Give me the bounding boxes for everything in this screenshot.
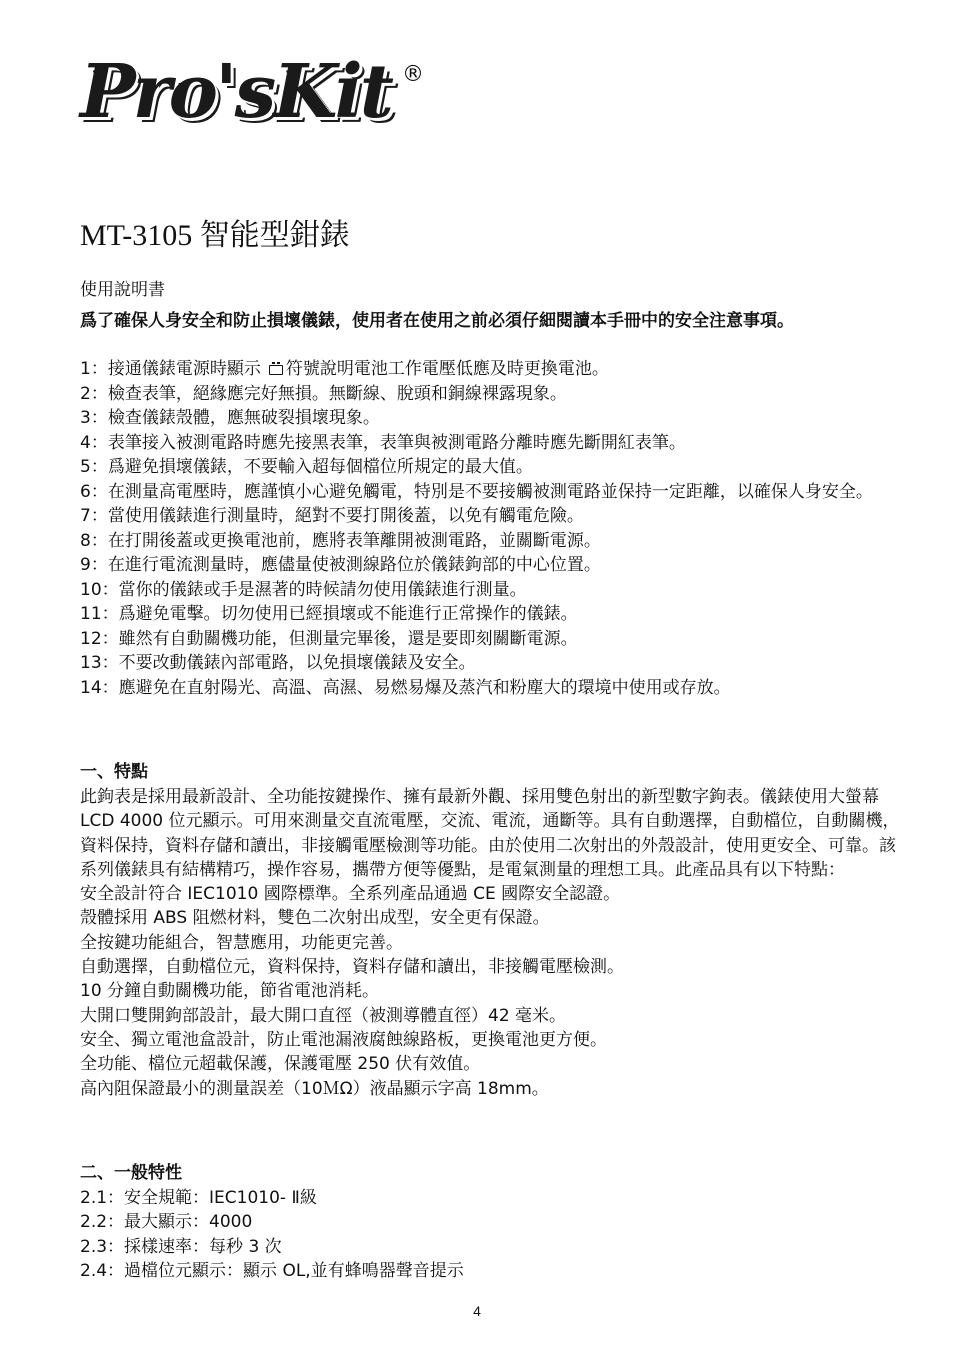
item-text-before: 接通儀錶電源時顯示 <box>107 359 261 379</box>
item-text: 雖然有自動關機功能，但測量完畢後，還是要即刻關斷電源。 <box>118 628 578 649</box>
feature-item: 安全設計符合 IEC1010 國際標準。全系列產品通過 CE 國際安全認證。 <box>80 884 621 905</box>
item-text: 當你的儀錶或手是濕著的時候請勿使用儀錶進行測量。 <box>118 579 527 600</box>
item-number: 3： <box>80 408 108 428</box>
feature-item: 10 分鐘自動關機功能，節省電池消耗。 <box>80 981 380 1002</box>
list-item <box>80 602 902 627</box>
list-item <box>80 455 902 480</box>
item-number: 2： <box>80 383 108 404</box>
item-number: 6： <box>80 481 108 502</box>
item-text: 在進行電流測量時，應儘量使被測線路位於儀錶鉤部的中心位置。 <box>107 555 601 575</box>
item-text <box>108 357 902 382</box>
list-item <box>80 529 902 554</box>
item-text: 在打開後蓋或更換電池前，應將表筆離開被測電路，並關斷電源。 <box>107 530 601 551</box>
item-number: 14： <box>80 677 119 698</box>
item-text: 爲避免損壞儀錶，不要輸入超每個檔位所規定的最大值。 <box>107 457 533 477</box>
safety-warning: 爲了確保人身安全和防止損壞儀錶，使用者在使用之前必須仔細閱讀本手冊中的安全注意事項。 <box>80 311 794 331</box>
spec-item: 2.4：過檔位元顯示：顯示 OL,並有蜂鳴器聲音提示 <box>80 1260 464 1281</box>
page-title: MT-3105 智能型鉗錶 <box>80 219 350 252</box>
item-text: 表筆接入被測電路時應先接黑表筆，表筆與被測電路分離時應先斷開紅表筆。 <box>107 432 686 453</box>
list-item <box>80 553 902 578</box>
manual-subtitle: 使用說明書 <box>80 280 165 300</box>
feature-item: 高內阻保證最小的測量誤差（10ＭΩ）液晶顯示字高 18mm。 <box>80 1078 549 1099</box>
general-specs <box>80 1186 902 1283</box>
item-text: 在測量高電壓時，應謹慎小心避免觸電，特別是不要接觸被測電路並保持一定距離，以確保人身安全。 <box>107 481 873 502</box>
list-item <box>80 406 902 431</box>
spec-item: 2.1：安全規範：IEC1010- Ⅱ級 <box>80 1188 317 1208</box>
item-number: 11： <box>80 604 119 624</box>
item-number: 10： <box>80 579 119 600</box>
item-number: 12： <box>80 628 119 649</box>
item-text: 檢查儀錶殼體，應無破裂損壞現象。 <box>107 408 380 428</box>
item-number: 9： <box>80 555 108 575</box>
list-item <box>80 382 902 407</box>
list-item <box>80 357 902 382</box>
safety-list <box>80 357 902 700</box>
item-number: 5： <box>80 457 108 477</box>
item-number: 1： <box>80 359 108 379</box>
registered-mark: ® <box>402 62 424 87</box>
item-text: 應避免在直射陽光、高溫、高濕、易燃易爆及蒸汽和粉塵大的環境中使用或存放。 <box>118 677 731 698</box>
feature-item: 殼體採用 ABS 阻燃材料，雙色二次射出成型，安全更有保證。 <box>80 908 550 929</box>
item-number: 13： <box>80 653 119 673</box>
feature-item: 全按鍵功能組合，智慧應用，功能更完善。 <box>80 932 403 953</box>
item-number: 7： <box>80 506 108 526</box>
section-heading-general: 二、一般特性 <box>80 1163 182 1183</box>
list-item <box>80 651 902 676</box>
list-item <box>80 627 902 652</box>
features-intro: 此鉤表是採用最新設計、全功能按鍵操作、擁有最新外觀、採用雙色射出的新型數字鉤表。儀錶使用大螢幕 LCD 4000 位元顯示。可用來測量交直流電壓，交流、電流，通斷等。具有自動選擇，自動檔位，自動關機，資料保持，資料存儲和讀出，非接觸電壓檢測等功能。由於使用二次射出的外殼設計，使用更安全、可靠。該系列儀錶具有結構精巧，操作容易，攜帶方便等優點，是電氣測量的理想工具。此產品具有以下特點： <box>80 787 900 880</box>
features-section <box>80 785 902 1101</box>
section-heading-features: 一、特點 <box>80 762 148 782</box>
list-item <box>80 431 902 456</box>
spec-item: 2.2：最大顯示：4000 <box>80 1212 253 1233</box>
logo-text: Pro'sKit <box>80 49 391 135</box>
list-item <box>80 676 902 701</box>
feature-item: 全功能、檔位元超載保護，保護電壓 250 伏有效值。 <box>80 1054 481 1075</box>
list-item <box>80 578 902 603</box>
item-number: 4： <box>80 432 108 453</box>
page-number: 4 <box>473 1303 481 1319</box>
item-number: 8： <box>80 530 108 551</box>
list-item <box>80 480 902 505</box>
item-text: 不要改動儀錶內部電路，以免損壞儀錶及安全。 <box>118 653 476 673</box>
item-text: 爲避免電擊。切勿使用已經損壞或不能進行正常操作的儀錶。 <box>118 604 578 624</box>
feature-item: 自動選擇，自動檔位元，資料保持，資料存儲和讀出，非接觸電壓檢測。 <box>80 957 624 978</box>
feature-item: 安全、獨立電池盒設計，防止電池漏液腐蝕線路板，更換電池更方便。 <box>80 1029 607 1050</box>
item-text: 檢查表筆，絕緣應完好無損。無斷線、脫頭和銅線裸露現象。 <box>107 383 567 404</box>
feature-item: 大開口雙開鉤部設計，最大開口直徑（被測導體直徑）42 毫米。 <box>80 1005 567 1026</box>
proskit-logo <box>80 49 426 135</box>
spec-item: 2.3：採樣速率：每秒 3 次 <box>80 1236 282 1257</box>
item-text-after: 符號說明電池工作電壓低應及時更換電池。 <box>285 359 609 379</box>
battery-icon <box>269 365 283 375</box>
list-item <box>80 504 902 529</box>
item-text: 當使用儀錶進行測量時，絕對不要打開後蓋，以免有觸電危險。 <box>107 506 584 526</box>
